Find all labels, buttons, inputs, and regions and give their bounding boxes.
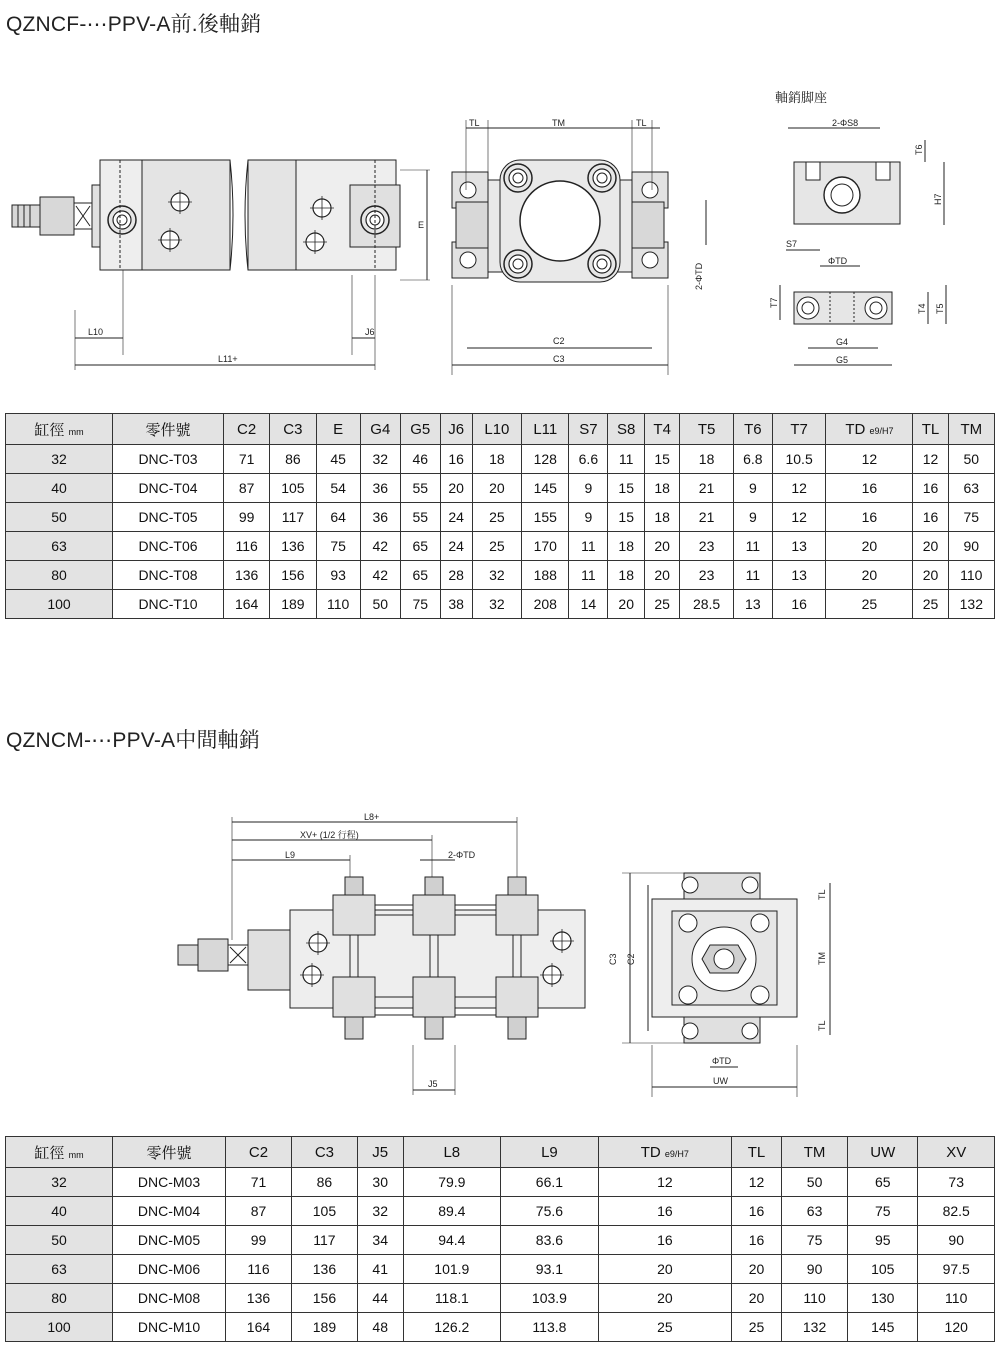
table-cell: 97.5 — [918, 1255, 995, 1284]
table-row — [6, 532, 995, 561]
dim-l11: L11+ — [218, 354, 238, 364]
table-cell: 38 — [440, 590, 472, 619]
table-cell: 170 — [522, 532, 569, 561]
header-g4: G4 — [360, 414, 400, 445]
header-xv: XV — [918, 1137, 995, 1168]
table-cell: 16 — [731, 1197, 781, 1226]
dim-tl-bottom: TL — [817, 1020, 827, 1031]
header-j5: J5 — [357, 1137, 403, 1168]
dim-tl-top: TL — [817, 889, 827, 900]
section1-title: QZNCF-⋯PPV-A前.後軸銷 — [6, 13, 262, 36]
table-cell: 12 — [826, 445, 913, 474]
table-cell: 13 — [772, 532, 826, 561]
bore-cell: 50 — [6, 503, 113, 532]
table-cell: 24 — [440, 503, 472, 532]
table-cell: 15 — [645, 445, 680, 474]
dim-c3: C3 — [553, 354, 565, 364]
table-cell: 16 — [826, 474, 913, 503]
bore-cell: 32 — [6, 445, 113, 474]
dim-s8: 2-ΦS8 — [832, 118, 859, 128]
bore-cell: 63 — [6, 1255, 113, 1284]
table-row — [6, 1226, 995, 1255]
header-l8: L8 — [403, 1137, 501, 1168]
table-cell: 130 — [848, 1284, 918, 1313]
table-cell: 90 — [782, 1255, 848, 1284]
table-cell: 18 — [608, 532, 645, 561]
table-cell: 128 — [522, 445, 569, 474]
table-cell: 105 — [291, 1197, 357, 1226]
table-cell: 20 — [913, 532, 948, 561]
table-cell: 164 — [226, 1313, 292, 1342]
dim-t4: T4 — [917, 303, 927, 314]
header-bore: 缸徑 mm — [6, 414, 113, 445]
table-cell: 20 — [608, 590, 645, 619]
mount-view — [780, 128, 946, 365]
table-cell: 65 — [848, 1168, 918, 1197]
table-cell: 164 — [224, 590, 270, 619]
table-cell: 18 — [608, 561, 645, 590]
intermediate-trunnion-drawing — [0, 805, 1000, 1105]
header-c2: C2 — [226, 1137, 292, 1168]
table-cell: 110 — [782, 1284, 848, 1313]
header-part-no: 零件號 — [113, 414, 224, 445]
table-cell: 20 — [826, 532, 913, 561]
table-cell: 45 — [316, 445, 360, 474]
table-cell: 20 — [645, 532, 680, 561]
dim-uw: UW — [713, 1076, 728, 1086]
table-cell: 48 — [357, 1313, 403, 1342]
table-cell: 25 — [598, 1313, 731, 1342]
table-cell: 117 — [291, 1226, 357, 1255]
bore-cell: 100 — [6, 590, 113, 619]
table-cell: 12 — [598, 1168, 731, 1197]
dim-j6: J6 — [365, 327, 375, 337]
part-number-cell: DNC-T05 — [113, 503, 224, 532]
header-e: E — [316, 414, 360, 445]
table-row — [6, 503, 995, 532]
table-cell: 9 — [569, 474, 608, 503]
table-cell: 9 — [733, 474, 772, 503]
table-cell: 126.2 — [403, 1313, 501, 1342]
header-t7: T7 — [772, 414, 826, 445]
dim-g5: G5 — [836, 355, 849, 365]
table-cell: 42 — [360, 561, 400, 590]
table-cell: 20 — [645, 561, 680, 590]
table-cell: 120 — [918, 1313, 995, 1342]
header-c3: C3 — [270, 414, 316, 445]
table-cell: 87 — [224, 474, 270, 503]
bore-cell: 40 — [6, 474, 113, 503]
table-cell: 21 — [680, 474, 734, 503]
header-t6: T6 — [733, 414, 772, 445]
table-cell: 12 — [772, 503, 826, 532]
bore-cell: 50 — [6, 1226, 113, 1255]
table-cell: 132 — [948, 590, 994, 619]
dim-t5: T5 — [935, 303, 945, 314]
table-cell: 32 — [472, 561, 521, 590]
header-t5: T5 — [680, 414, 734, 445]
header-tm: TM — [782, 1137, 848, 1168]
table-cell: 16 — [440, 445, 472, 474]
table-cell: 155 — [522, 503, 569, 532]
table-cell: 20 — [440, 474, 472, 503]
table-cell: 90 — [918, 1226, 995, 1255]
table-cell: 36 — [360, 503, 400, 532]
header-td: TD e9/H7 — [598, 1137, 731, 1168]
table-cell: 12 — [913, 445, 948, 474]
table-cell: 32 — [357, 1197, 403, 1226]
table-cell: 9 — [569, 503, 608, 532]
table-cell: 71 — [224, 445, 270, 474]
table-cell: 25 — [472, 532, 521, 561]
trunnion-spec-table — [5, 413, 995, 619]
table-cell: 110 — [918, 1284, 995, 1313]
front-rear-trunnion-drawing — [0, 80, 1000, 380]
table-cell: 55 — [400, 474, 440, 503]
table-cell: 75 — [400, 590, 440, 619]
table-row — [6, 1284, 995, 1313]
table-cell: 20 — [913, 561, 948, 590]
dim-2-td: 2-ΦTD — [694, 262, 704, 290]
table-cell: 105 — [848, 1255, 918, 1284]
table-cell: 25 — [645, 590, 680, 619]
header-s7: S7 — [569, 414, 608, 445]
table-cell: 25 — [826, 590, 913, 619]
table-cell: 10.5 — [772, 445, 826, 474]
table-cell: 11 — [569, 561, 608, 590]
table-cell: 30 — [357, 1168, 403, 1197]
table-cell: 11 — [733, 561, 772, 590]
table-cell: 23 — [680, 561, 734, 590]
table-cell: 136 — [224, 561, 270, 590]
table-cell: 11 — [569, 532, 608, 561]
table-cell: 93 — [316, 561, 360, 590]
table-cell: 99 — [226, 1226, 292, 1255]
table-cell: 110 — [316, 590, 360, 619]
part-number-cell: DNC-T04 — [113, 474, 224, 503]
table-cell: 9 — [733, 503, 772, 532]
table-cell: 20 — [598, 1255, 731, 1284]
dim-e: E — [418, 220, 425, 230]
table-cell: 94.4 — [403, 1226, 501, 1255]
header-t4: T4 — [645, 414, 680, 445]
dim-j5: J5 — [428, 1079, 438, 1089]
table-cell: 16 — [731, 1226, 781, 1255]
table-cell: 18 — [645, 474, 680, 503]
table-cell: 66.1 — [501, 1168, 599, 1197]
table-cell: 12 — [731, 1168, 781, 1197]
table-cell: 79.9 — [403, 1168, 501, 1197]
dim-g4: G4 — [836, 337, 849, 347]
table-row — [6, 1197, 995, 1226]
header-c3: C3 — [291, 1137, 357, 1168]
dim-t6: T6 — [914, 144, 924, 155]
part-number-cell: DNC-M08 — [113, 1284, 226, 1313]
bore-cell: 40 — [6, 1197, 113, 1226]
dim-tl-right: TL — [636, 118, 647, 128]
part-number-cell: DNC-M05 — [113, 1226, 226, 1255]
table-cell: 105 — [270, 474, 316, 503]
table-cell: 46 — [400, 445, 440, 474]
table-cell: 32 — [472, 590, 521, 619]
table-row — [6, 474, 995, 503]
dim-c3-2: C3 — [608, 953, 618, 965]
table-cell: 25 — [731, 1313, 781, 1342]
header-l9: L9 — [501, 1137, 599, 1168]
table-cell: 55 — [400, 503, 440, 532]
table-cell: 71 — [226, 1168, 292, 1197]
table-cell: 189 — [291, 1313, 357, 1342]
table-cell: 23 — [680, 532, 734, 561]
dim-l8: L8+ — [364, 812, 380, 822]
header-uw: UW — [848, 1137, 918, 1168]
dim-tm: TM — [552, 118, 565, 128]
table-row — [6, 561, 995, 590]
table-cell: 54 — [316, 474, 360, 503]
table-cell: 75 — [948, 503, 994, 532]
table-cell: 16 — [826, 503, 913, 532]
part-number-cell: DNC-T03 — [113, 445, 224, 474]
dim-s7: S7 — [786, 239, 798, 249]
header-l10: L10 — [472, 414, 521, 445]
table-cell: 13 — [772, 561, 826, 590]
table-cell: 25 — [913, 590, 948, 619]
table-cell: 63 — [948, 474, 994, 503]
table-cell: 41 — [357, 1255, 403, 1284]
table-cell: 73 — [918, 1168, 995, 1197]
part-number-cell: DNC-T10 — [113, 590, 224, 619]
table-cell: 116 — [226, 1255, 292, 1284]
table-cell: 16 — [598, 1226, 731, 1255]
table-cell: 16 — [598, 1197, 731, 1226]
header-j6: J6 — [440, 414, 472, 445]
table-body — [6, 445, 995, 619]
table-row — [6, 590, 995, 619]
table-header-row — [6, 1137, 995, 1168]
table-cell: 132 — [782, 1313, 848, 1342]
bore-cell: 80 — [6, 1284, 113, 1313]
table-cell: 75 — [848, 1197, 918, 1226]
table-cell: 136 — [291, 1255, 357, 1284]
side-view-2 — [178, 817, 585, 1095]
table-cell: 99 — [224, 503, 270, 532]
table-cell: 113.8 — [501, 1313, 599, 1342]
table-cell: 25 — [472, 503, 521, 532]
part-number-cell: DNC-T06 — [113, 532, 224, 561]
table-cell: 20 — [598, 1284, 731, 1313]
table-row — [6, 1313, 995, 1342]
dim-td-2: ΦTD — [712, 1056, 732, 1066]
section2-title: QZNCM-⋯PPV-A中間軸銷 — [6, 729, 261, 752]
table-cell: 75 — [782, 1226, 848, 1255]
dim-c2: C2 — [553, 336, 565, 346]
header-s8: S8 — [608, 414, 645, 445]
table-cell: 11 — [608, 445, 645, 474]
dim-l10: L10 — [88, 327, 104, 337]
dim-td: ΦTD — [828, 256, 848, 266]
table-cell: 15 — [608, 474, 645, 503]
table-cell: 50 — [948, 445, 994, 474]
part-number-cell: DNC-M03 — [113, 1168, 226, 1197]
side-view — [12, 160, 430, 370]
dim-xv: XV+ (1/2 行程) — [300, 830, 359, 840]
header-tl: TL — [913, 414, 948, 445]
table-body — [6, 1168, 995, 1342]
table-cell: 83.6 — [501, 1226, 599, 1255]
table-cell: 63 — [782, 1197, 848, 1226]
table-cell: 117 — [270, 503, 316, 532]
table-cell: 11 — [733, 532, 772, 561]
table-cell: 145 — [522, 474, 569, 503]
table-cell: 156 — [270, 561, 316, 590]
bore-cell: 32 — [6, 1168, 113, 1197]
table-cell: 20 — [826, 561, 913, 590]
table-cell: 86 — [270, 445, 316, 474]
table-cell: 87 — [226, 1197, 292, 1226]
table-cell: 188 — [522, 561, 569, 590]
part-number-cell: DNC-M10 — [113, 1313, 226, 1342]
table-cell: 64 — [316, 503, 360, 532]
bore-cell: 63 — [6, 532, 113, 561]
table-cell: 89.4 — [403, 1197, 501, 1226]
table-cell: 82.5 — [918, 1197, 995, 1226]
table-cell: 86 — [291, 1168, 357, 1197]
header-bore: 缸徑 mm — [6, 1137, 113, 1168]
table-cell: 18 — [645, 503, 680, 532]
bore-cell: 80 — [6, 561, 113, 590]
table-cell: 118.1 — [403, 1284, 501, 1313]
header-g5: G5 — [400, 414, 440, 445]
mount-title: 軸銷脚座 — [775, 90, 828, 105]
table-cell: 20 — [731, 1255, 781, 1284]
table-cell: 145 — [848, 1313, 918, 1342]
table-cell: 156 — [291, 1284, 357, 1313]
table-cell: 110 — [948, 561, 994, 590]
table-cell: 21 — [680, 503, 734, 532]
table-cell: 20 — [731, 1284, 781, 1313]
table-cell: 36 — [360, 474, 400, 503]
table-cell: 44 — [357, 1284, 403, 1313]
table-row — [6, 445, 995, 474]
table-cell: 16 — [913, 503, 948, 532]
table-cell: 75 — [316, 532, 360, 561]
table-cell: 65 — [400, 532, 440, 561]
dim-t7: T7 — [769, 297, 779, 308]
table-row — [6, 1168, 995, 1197]
table-cell: 18 — [472, 445, 521, 474]
dim-c2-2: C2 — [626, 953, 636, 965]
header-c2: C2 — [224, 414, 270, 445]
header-tl: TL — [731, 1137, 781, 1168]
part-number-cell: DNC-T08 — [113, 561, 224, 590]
intermediate-trunnion-spec-table — [5, 1136, 995, 1342]
table-cell: 34 — [357, 1226, 403, 1255]
table-cell: 14 — [569, 590, 608, 619]
bore-cell: 100 — [6, 1313, 113, 1342]
dim-2-td-2: 2-ΦTD — [448, 850, 476, 860]
table-cell: 20 — [472, 474, 521, 503]
table-cell: 13 — [733, 590, 772, 619]
table-cell: 136 — [270, 532, 316, 561]
table-cell: 189 — [270, 590, 316, 619]
dim-l9: L9 — [285, 850, 296, 860]
front-view — [452, 120, 706, 375]
part-number-cell: DNC-M04 — [113, 1197, 226, 1226]
table-header-row — [6, 414, 995, 445]
part-number-cell: DNC-M06 — [113, 1255, 226, 1284]
table-cell: 103.9 — [501, 1284, 599, 1313]
table-cell: 50 — [782, 1168, 848, 1197]
table-cell: 6.6 — [569, 445, 608, 474]
table-cell: 15 — [608, 503, 645, 532]
table-cell: 18 — [680, 445, 734, 474]
table-cell: 90 — [948, 532, 994, 561]
table-cell: 16 — [772, 590, 826, 619]
table-cell: 28.5 — [680, 590, 734, 619]
table-cell: 42 — [360, 532, 400, 561]
table-cell: 28 — [440, 561, 472, 590]
table-cell: 208 — [522, 590, 569, 619]
table-cell: 75.6 — [501, 1197, 599, 1226]
header-td: TD e9/H7 — [826, 414, 913, 445]
table-cell: 93.1 — [501, 1255, 599, 1284]
table-row — [6, 1255, 995, 1284]
table-cell: 116 — [224, 532, 270, 561]
table-cell: 50 — [360, 590, 400, 619]
table-cell: 6.8 — [733, 445, 772, 474]
table-cell: 24 — [440, 532, 472, 561]
table-cell: 16 — [913, 474, 948, 503]
header-l11: L11 — [522, 414, 569, 445]
table-cell: 136 — [226, 1284, 292, 1313]
header-part-no: 零件號 — [113, 1137, 226, 1168]
header-tm: TM — [948, 414, 994, 445]
table-cell: 95 — [848, 1226, 918, 1255]
table-cell: 65 — [400, 561, 440, 590]
table-cell: 32 — [360, 445, 400, 474]
dim-h7: H7 — [933, 193, 943, 205]
dim-tm-2: TM — [817, 952, 827, 965]
table-cell: 12 — [772, 474, 826, 503]
dim-tl-left: TL — [469, 118, 480, 128]
table-cell: 101.9 — [403, 1255, 501, 1284]
